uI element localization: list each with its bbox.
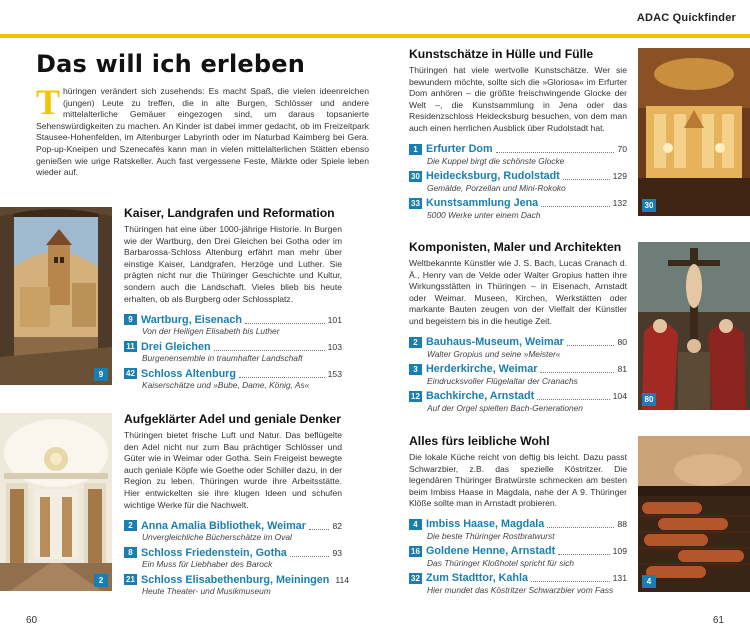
leader-dots [558,547,609,555]
entry-page: 109 [612,546,627,557]
leader-dots [239,370,325,378]
section-adel [124,412,350,600]
photo-tag: 80 [642,393,656,406]
entry-number-badge: 12 [409,391,422,402]
section-komponisten [409,240,627,417]
entry-number-badge: 21 [124,574,137,585]
entry-number-badge: 32 [409,573,422,584]
entry-description: Ein Muss für Liebhaber des Barock [142,559,273,570]
list-item[interactable] [124,367,342,390]
entry-link[interactable]: Bachkirche, Arnstadt [426,390,535,403]
list-item[interactable] [409,197,627,220]
entry-page: 129 [612,171,627,182]
entry-list [124,313,342,390]
entry-description: Burgenensemble in traumhafter Landschaft [142,353,303,364]
entry-page: 80 [617,337,627,348]
entry-number-badge: 16 [409,546,422,557]
list-item[interactable] [409,572,627,595]
section-wohl [409,434,627,599]
list-item[interactable] [124,340,342,363]
entry-list [409,143,627,220]
entry-number-badge: 30 [409,171,422,182]
section-heading: Komponisten, Maler und Architekten [409,240,622,254]
section-heading: Alles fürs leibliche Wohl [409,434,550,448]
entry-number-badge: 4 [409,519,422,530]
entry-number-badge: 2 [409,337,422,348]
list-item[interactable] [409,143,627,166]
section-kaiser [124,206,342,394]
leader-dots [567,338,615,346]
photo-cranach-altar [638,242,750,410]
entry-page: 153 [327,368,342,379]
entry-number-badge: 33 [409,198,422,209]
entry-description: Gemälde, Porzellan und Mini-Rokoko [427,182,566,193]
entry-number-badge: 3 [409,364,422,375]
entry-link[interactable]: Imbiss Haase, Magdala [426,518,545,531]
entry-link[interactable]: Schloss Elisabethenburg, Meiningen [141,573,330,586]
entry-page: 82 [332,520,342,531]
entry-description: Unvergleichliche Bücherschätze im Oval [142,532,292,543]
page-number: 60 [26,615,38,626]
list-item[interactable] [124,519,342,542]
entry-description: Das Thüringer Kloßhotel spricht für sich [427,557,575,568]
entry-link[interactable]: Heidecksburg, Rudolstadt [426,170,560,183]
leader-dots [531,574,610,582]
entry-page: 81 [617,364,627,375]
entry-page: 104 [612,391,627,402]
entry-number-badge: 1 [409,144,422,155]
leader-dots [540,365,614,373]
intro-paragraph [36,82,369,179]
leader-dots [309,522,329,530]
entry-description: Heute Theater- und Musikmuseum [142,586,271,597]
section-heading: Aufgeklärter Adel und geniale Denker [124,412,341,426]
section-text: Die lokale Küche reicht von deftig bis leicht. Dazu passt Schwarzbier, z.B. das spezielle Köstritzer. Die legendären Thüringer Bratwürste schmecken am besten beim Imbiss Haase in Magdala, nahe der A 9. Thüringer Klöße sollte man in Arnstadt probieren. [409,452,627,509]
entry-number-badge: 9 [124,314,137,325]
entry-link[interactable]: Schloss Friedenstein, Gotha [141,546,287,559]
entry-link[interactable]: Schloss Altenburg [141,367,236,380]
entry-description: Die Kuppel birgt die schönste Glocke [427,155,565,166]
list-item[interactable] [409,545,627,568]
leader-dots [537,392,609,400]
section-heading: Kunstschätze in Hülle und Fülle [409,47,594,61]
brand-label: ADAC Quickfinder [636,12,736,24]
list-item[interactable] [409,170,627,193]
photo-tag: 4 [642,575,656,588]
leader-dots [563,172,610,180]
list-item[interactable] [409,390,627,413]
photo-tag: 2 [94,574,108,587]
entry-link[interactable]: Kunstsammlung Jena [426,197,539,210]
list-item[interactable] [409,363,627,386]
page-title: Das will ich erleben [36,50,306,78]
entry-link[interactable]: Drei Gleichen [141,340,211,353]
list-item[interactable] [124,573,350,597]
entry-page: 132 [612,198,627,209]
entry-link[interactable]: Zum Stadttor, Kahla [426,572,528,585]
entry-link[interactable]: Goldene Henne, Arnstadt [426,545,556,558]
entry-description: 5000 Werke unter einem Dach [427,209,541,220]
list-item[interactable] [409,518,627,541]
entry-description: Hier mundet das Köstritzer Schwarzbier vom Fass [427,584,614,595]
entry-description: Walter Gropius und seine »Meister« [427,348,561,359]
leader-dots [496,145,615,153]
entry-description: Kaiserschätze und »Bube, Dame, König, As« [142,380,310,391]
entry-description: Eindrucksvoller Flügelaltar der Cranachs [427,375,578,386]
photo-tag: 9 [94,368,108,381]
right-page [375,0,750,640]
photo-tag: 30 [642,199,656,212]
entry-link[interactable]: Herderkirche, Weimar [426,363,538,376]
section-kunstschaetze [409,47,627,224]
entry-description: Von der Heiligen Elisabeth bis Luther [142,326,280,337]
entry-number-badge: 11 [124,341,137,352]
entry-link[interactable]: Erfurter Dom [426,143,493,156]
entry-page: 101 [327,314,342,325]
entry-list [124,519,350,597]
leader-dots [541,199,609,207]
entry-page: 131 [612,573,627,584]
entry-list [409,336,627,413]
leader-dots [547,520,614,528]
intro-text: hüringen verändert sich zusehends: Es macht Spaß, die vielen ideenreichen (jungen) Leute zu treffen, die in alte Burgen, Schlösser und andere mittelalterliche Gemäuer eingezogen sind, um daraus topsanierte Sehenswürdigkeiten zu machen. An Kinder ist dabei immer gedacht, ob im Freizeitpark Stausee-Hohenfelden, im Altenburger Labyrinth oder im Naturbad Kaimberg bei Gera. Pop-up-Kneipen und Szenecafés kann man in vielen mittelalterlichen Stätten ebenso genießen wie urige Ratskeller. Auch fast vergessene Feste, Märkte oder Spiele leben wieder auf. [36,86,369,178]
leader-dots [290,549,330,557]
section-heading: Kaiser, Landgrafen und Reformation [124,206,335,220]
section-text: Thüringen bietet frische Luft und Natur. Das beflügelte den Adel nicht nur zum Bau prächtiger Schlösser und Güter wie in Weimar oder Gotha. Sein Freigeist bewegte auch geniale Köpfe wie Goethe oder Schiller dazu, in der Region zu leben. Thüringen wurde ihre Arbeitsstätte. Hier entwickelten sie ihre klugen Ideen und schufen wichtige Werke für die Nachwelt. [124,430,342,510]
entry-number-badge: 2 [124,520,137,531]
section-text: Thüringen hat eine über 1000-jährige Historie. In Burgen wie der Wartburg, den Drei Gleichen bei Gotha oder im Barbarossa-Schloss Altenburg erfährt man mehr über einstige Kaiser, Landgrafen, Herzöge und Luther. Sie prägten nicht nur die Thüringer Geschichte und Kultur, sondern auch die Landschaft. Vieles blieb bis heute erhalten, ob als Burgberg oder Schlossplatz. [124,224,342,304]
entry-description: Die beste Thüringer Rostbratwurst [427,530,555,541]
entry-link[interactable]: Wartburg, Eisenach [141,313,242,326]
entry-page: 114 [335,574,350,585]
list-item[interactable] [124,313,342,336]
leader-dots [245,316,325,324]
page-number: 61 [712,615,724,626]
entry-link[interactable]: Bauhaus-Museum, Weimar [426,336,564,349]
photo-library [0,413,112,591]
section-text: Weltbekannte Künstler wie J. S. Bach, Lucas Cranach d. Ä., Henry van de Velde oder Walter Gropius hatten ihre Wirkungsstätten in Thüringen – in Eisenach, Arnstadt oder Weimar. Museen, Kirchen, Werkstätten oder markante Bauten zeugen von der Vielfalt der Künstler und begeistern bis in die heutige Zeit. [409,258,627,326]
entry-list [409,518,627,595]
entry-page: 70 [617,144,627,155]
entry-page: 103 [327,341,342,352]
entry-page: 88 [617,519,627,530]
entry-page: 93 [332,547,342,558]
photo-wartburg [0,207,112,385]
entry-link[interactable]: Anna Amalia Bibliothek, Weimar [141,519,306,532]
photo-bratwurst [638,436,750,592]
section-text: Thüringen hat viele wertvolle Kunstschätze. Wer sie bewundern möchte, sollte sich die »Gloriosa« im Erfurter Dom anhören – die größte freischwingende Glocke der Welt –, die Kunstsammlung in Jena oder das Residenzschloss Heidecksburg besuchen, von dem man auch einen herrlichen Ausblick über Rudolstadt hat. [409,65,627,133]
dropcap: T [36,82,61,122]
entry-description: Auf der Orgel spielten Bach-Generationen [427,402,583,413]
photo-heidecksburg [638,48,750,216]
list-item[interactable] [124,546,342,569]
entry-number-badge: 8 [124,547,137,558]
entry-number-badge: 42 [124,368,137,379]
leader-dots [214,343,325,351]
list-item[interactable] [409,336,627,359]
